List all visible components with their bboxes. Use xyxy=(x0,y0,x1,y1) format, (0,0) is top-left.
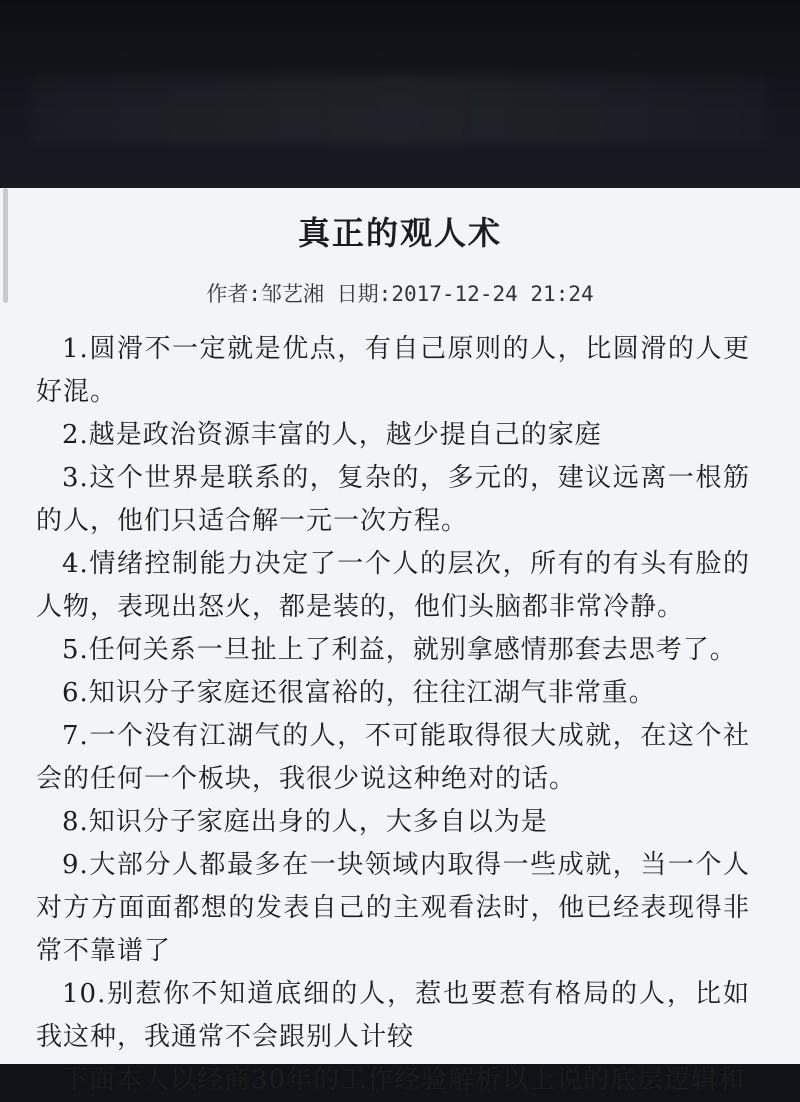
document-page[interactable] xyxy=(0,188,800,1095)
list-item: 3.这个世界是联系的，复杂的，多元的，建议远离一根筋的人，他们只适合解一元一次方程。 xyxy=(36,463,750,536)
publish-date: 2017-12-24 21:24 xyxy=(391,282,594,306)
list-item: 2.越是政治资源丰富的人，越少提自己的家庭 xyxy=(62,420,602,450)
dark-header-area xyxy=(0,0,800,188)
article-title: 真正的观人术 xyxy=(297,214,502,252)
list-item: 8.知识分子家庭出身的人，大多自以为是 xyxy=(62,807,548,837)
list-item: 1.圆滑不一定就是优点，有自己原则的人，比圆滑的人更好混。 xyxy=(36,334,750,407)
blurred-header-content xyxy=(30,75,770,145)
list-item-partial: 下面本人以经商30年的工作经验解析以上说的底层逻辑和 xyxy=(62,1065,746,1095)
date-label: 日期: xyxy=(336,282,392,306)
list-item: 7.一个没有江湖气的人，不可能取得很大成就，在这个社会的任何一个板块，我很少说这种绝对的话。 xyxy=(36,721,750,794)
article-meta xyxy=(0,278,800,308)
author-name: 邹艺湘 xyxy=(261,282,325,306)
author-label: 作者: xyxy=(206,282,262,306)
meta-spacer xyxy=(324,282,337,306)
list-item: 9.大部分人都最多在一块领域内取得一些成就，当一个人对方方面面都想的发表自己的主观看法时，他已经表现得非常不靠谱了 xyxy=(36,850,750,966)
list-item: 5.任何关系一旦扯上了利益，就别拿感情那套去思考了。 xyxy=(62,635,737,665)
list-item: 10.别惹你不知道底细的人，惹也要惹有格局的人，比如我这种，我通常不会跟别人计较 xyxy=(36,979,750,1052)
article-body xyxy=(36,328,750,1102)
list-item: 4.情绪控制能力决定了一个人的层次，所有的有头有脸的人物，表现出怒火，都是装的，他们头脑都非常冷静。 xyxy=(36,549,750,622)
list-item: 6.知识分子家庭还很富裕的，往往江湖气非常重。 xyxy=(62,678,656,708)
